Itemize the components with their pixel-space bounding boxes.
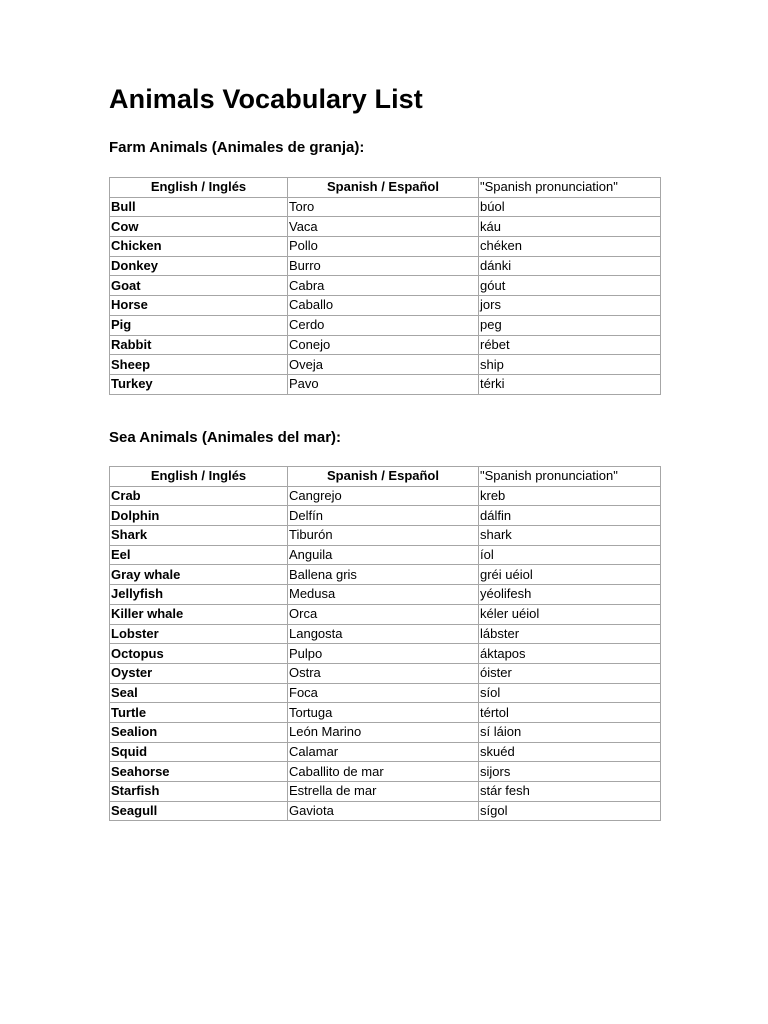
english-cell: Seagull [110, 801, 288, 821]
english-cell: Killer whale [110, 604, 288, 624]
english-cell: Seahorse [110, 762, 288, 782]
pronunciation-cell: térki [479, 374, 661, 394]
table-row [110, 644, 661, 664]
spanish-cell: Langosta [288, 624, 479, 644]
pronunciation-cell: stár fesh [479, 782, 661, 802]
pronunciation-cell: shark [479, 526, 661, 546]
spanish-cell: Oveja [288, 355, 479, 375]
pronunciation-cell: gréi uéiol [479, 565, 661, 585]
pronunciation-cell: yéolifesh [479, 585, 661, 605]
page-title: Animals Vocabulary List [109, 84, 423, 114]
pronunciation-cell: dánki [479, 256, 661, 276]
table-row [110, 217, 661, 237]
spanish-cell: Tiburón [288, 526, 479, 546]
spanish-cell: Pulpo [288, 644, 479, 664]
english-cell: Bull [110, 197, 288, 217]
table-row [110, 604, 661, 624]
sea-animals-table [109, 466, 661, 821]
english-cell: Turtle [110, 703, 288, 723]
english-column-header: English / Inglés [110, 467, 288, 487]
table-header-row [110, 178, 661, 198]
english-cell: Lobster [110, 624, 288, 644]
spanish-column-header: Spanish / Español [288, 178, 479, 198]
table-row [110, 486, 661, 506]
pronunciation-cell: lábster [479, 624, 661, 644]
english-cell: Cow [110, 217, 288, 237]
spanish-cell: Tortuga [288, 703, 479, 723]
english-cell: Sheep [110, 355, 288, 375]
table-row [110, 545, 661, 565]
sea-section-title: Sea Animals (Animales del mar): [109, 429, 342, 446]
english-cell: Dolphin [110, 506, 288, 526]
pronunciation-cell: rébet [479, 335, 661, 355]
farm-section-title: Farm Animals (Animales de granja): [109, 139, 365, 156]
english-column-header: English / Inglés [110, 178, 288, 198]
spanish-cell: Anguila [288, 545, 479, 565]
spanish-cell: Caballo [288, 296, 479, 316]
spanish-cell: Calamar [288, 742, 479, 762]
table-row [110, 256, 661, 276]
pronunciation-cell: sígol [479, 801, 661, 821]
pronunciation-cell: áktapos [479, 644, 661, 664]
pronunciation-cell: chéken [479, 237, 661, 257]
table-row [110, 565, 661, 585]
table-row [110, 742, 661, 762]
pronunciation-cell: jors [479, 296, 661, 316]
table-row [110, 374, 661, 394]
english-cell: Octopus [110, 644, 288, 664]
pronunciation-cell: sí láion [479, 722, 661, 742]
pronunciation-cell: skuéd [479, 742, 661, 762]
table-row [110, 683, 661, 703]
pronunciation-cell: síol [479, 683, 661, 703]
spanish-cell: Pavo [288, 374, 479, 394]
english-cell: Eel [110, 545, 288, 565]
table-row [110, 703, 661, 723]
spanish-cell: Medusa [288, 585, 479, 605]
english-cell: Crab [110, 486, 288, 506]
english-cell: Donkey [110, 256, 288, 276]
pronunciation-cell: dálfin [479, 506, 661, 526]
farm-animals-table [109, 177, 661, 395]
pronunciation-cell: kreb [479, 486, 661, 506]
spanish-cell: Cerdo [288, 315, 479, 335]
table-row [110, 355, 661, 375]
pronunciation-cell: káu [479, 217, 661, 237]
spanish-cell: Vaca [288, 217, 479, 237]
pronunciation-cell: tértol [479, 703, 661, 723]
table-row [110, 315, 661, 335]
table-row [110, 526, 661, 546]
english-cell: Shark [110, 526, 288, 546]
pronunciation-column-header: "Spanish pronunciation" [479, 178, 661, 198]
table-row [110, 296, 661, 316]
table-row [110, 197, 661, 217]
spanish-cell: Ballena gris [288, 565, 479, 585]
english-cell: Oyster [110, 663, 288, 683]
spanish-cell: Ostra [288, 663, 479, 683]
spanish-cell: Conejo [288, 335, 479, 355]
pronunciation-cell: ship [479, 355, 661, 375]
pronunciation-cell: peg [479, 315, 661, 335]
table-row [110, 585, 661, 605]
pronunciation-cell: góut [479, 276, 661, 296]
pronunciation-cell: kéler uéiol [479, 604, 661, 624]
spanish-cell: Toro [288, 197, 479, 217]
spanish-cell: Caballito de mar [288, 762, 479, 782]
table-row [110, 782, 661, 802]
pronunciation-cell: búol [479, 197, 661, 217]
spanish-cell: Delfín [288, 506, 479, 526]
pronunciation-cell: óister [479, 663, 661, 683]
table-row [110, 762, 661, 782]
english-cell: Squid [110, 742, 288, 762]
pronunciation-column-header: "Spanish pronunciation" [479, 467, 661, 487]
english-cell: Starfish [110, 782, 288, 802]
spanish-cell: Orca [288, 604, 479, 624]
pronunciation-cell: sijors [479, 762, 661, 782]
spanish-cell: Foca [288, 683, 479, 703]
spanish-cell: Estrella de mar [288, 782, 479, 802]
table-row [110, 801, 661, 821]
table-row [110, 335, 661, 355]
english-cell: Pig [110, 315, 288, 335]
english-cell: Rabbit [110, 335, 288, 355]
table-row [110, 237, 661, 257]
spanish-cell: León Marino [288, 722, 479, 742]
spanish-cell: Pollo [288, 237, 479, 257]
english-cell: Turkey [110, 374, 288, 394]
table-row [110, 506, 661, 526]
table-header-row [110, 467, 661, 487]
table-row [110, 276, 661, 296]
english-cell: Gray whale [110, 565, 288, 585]
english-cell: Jellyfish [110, 585, 288, 605]
english-cell: Goat [110, 276, 288, 296]
table-row [110, 663, 661, 683]
spanish-column-header: Spanish / Español [288, 467, 479, 487]
spanish-cell: Cabra [288, 276, 479, 296]
pronunciation-cell: íol [479, 545, 661, 565]
table-row [110, 624, 661, 644]
english-cell: Chicken [110, 237, 288, 257]
spanish-cell: Gaviota [288, 801, 479, 821]
english-cell: Sealion [110, 722, 288, 742]
english-cell: Horse [110, 296, 288, 316]
english-cell: Seal [110, 683, 288, 703]
spanish-cell: Cangrejo [288, 486, 479, 506]
spanish-cell: Burro [288, 256, 479, 276]
table-row [110, 722, 661, 742]
